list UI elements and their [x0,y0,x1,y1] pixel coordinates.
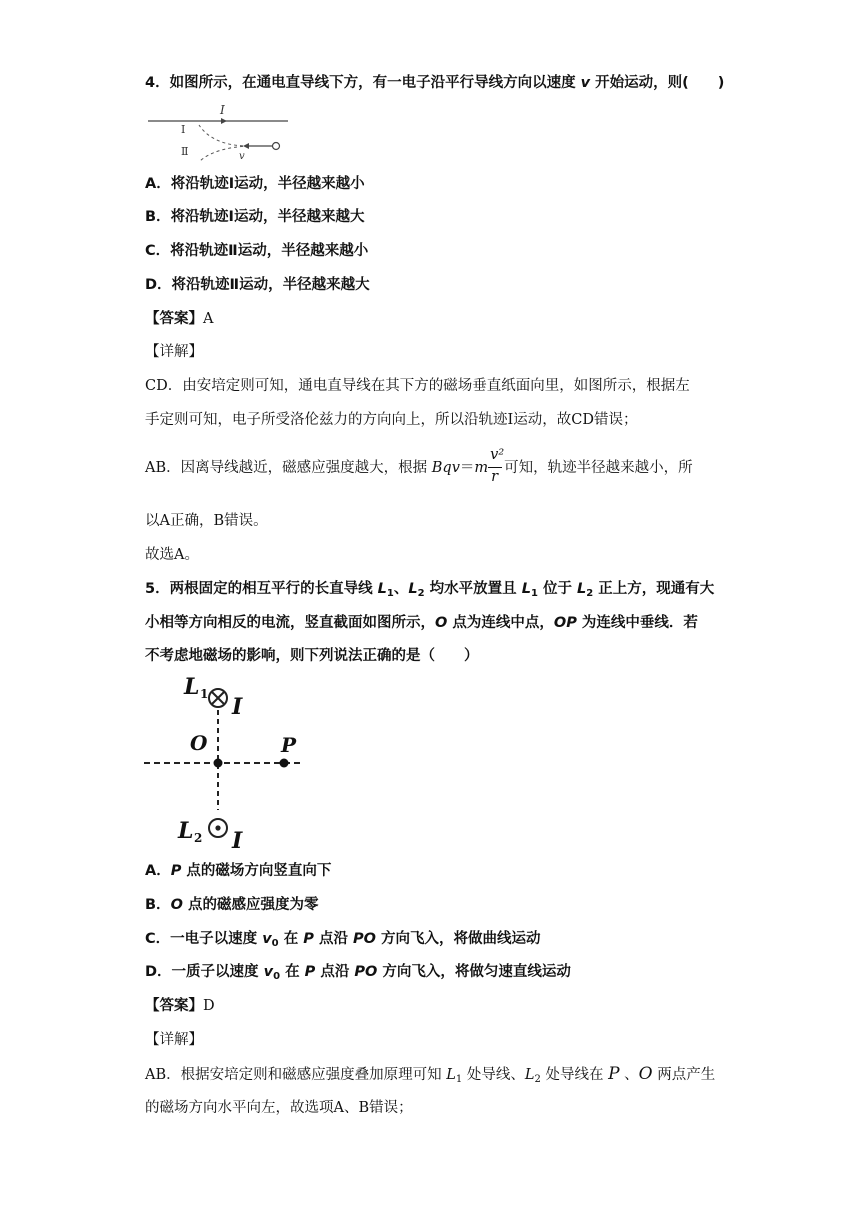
q4-conclusion: 故选A。 [145,547,199,563]
q5-point-o [214,759,223,768]
q5-option-a: A．P 点的磁场方向竖直向下 [145,863,332,879]
q4-answer: 【答案】A [145,311,214,327]
q4-option-a: A．将沿轨迹Ⅰ运动，半径越来越小 [145,176,365,192]
q4-option-c: C．将沿轨迹Ⅱ运动，半径越来越小 [145,243,369,259]
q4-fig-track1-label: Ⅰ [181,123,186,136]
q4-electron [273,143,280,150]
q4-number: 4 [145,75,156,91]
q5-fig-l1-letter: L [184,674,200,700]
q4-fig-current-label: I [220,103,225,117]
q4-track1-path [199,125,249,146]
q5-detail-label: 【详解】 [145,1032,203,1048]
q4-formula-fraction: $\frac{\text{v²}}{r}$ [490,447,505,485]
q5-explain-ab-1: AB．根据安培定则和磁感应强度叠加原理可知 $L_1$ 处导线、$L_2$ 处导线在 P 、O 两点产生 [145,1064,716,1085]
q5-figure [140,668,315,858]
q4-detail-label: 【详解】 [145,344,203,360]
q4-option-d: D．将沿轨迹Ⅱ运动，半径越来越大 [145,277,370,293]
q5-option-d: D．一质子以速度 $v_0$ 在 P 点沿 PO 方向飞入，将做匀速直线运动 [145,964,571,982]
q5-fig-i2: I [232,828,243,854]
q4-option-b: B．将沿轨迹Ⅰ运动，半径越来越大 [145,209,365,225]
q4-explain-cd-1: CD．由安培定则可知，通电直导线在其下方的磁场垂直纸面向里，如图所示，根据左 [145,378,690,394]
q4-explain-ab-2: 以A正确，B错误。 [145,513,268,529]
q5-explain-ab-2: 的磁场方向水平向左，故选项A、B错误； [145,1100,413,1116]
q5-fig-l2-letter: L [178,818,194,844]
q4-explain-cd-2: 手定则可知，电子所受洛伦兹力的方向向上，所以沿轨迹Ⅰ运动，故CD错误； [145,412,638,428]
q4-fig-track2-label: Ⅱ [181,145,189,158]
q4-stem: 4．如图所示，在通电直导线下方，有一电子沿平行导线方向以速度 v 开始运动，则( ) [145,75,725,91]
q5-answer: 【答案】D [145,998,215,1014]
q5-fig-l2-sub: 2 [194,831,203,845]
q4-explain-ab-1: AB．因离导线越近，磁感应强度越大，根据 Bqv＝m $\frac{\text{v²}}{r}$ 可知，轨迹半径越来越小，所 [145,448,693,488]
q5-fig-i1: I [232,694,243,720]
q5-fig-p: P [281,733,297,757]
q5-fig-l1-sub: 1 [200,687,209,701]
q5-number: 5 [145,581,156,597]
q5-stem-2: 小相等方向相反的电流，竖直截面如图所示，O 点为连线中点，OP 为连线中垂线．若 [145,615,698,631]
q5-option-c: C．一电子以速度 $v_0$ 在 P 点沿 PO 方向飞入，将做曲线运动 [145,931,541,949]
q4-figure [145,100,295,164]
q4-fig-velocity-label: v [239,151,245,162]
q5-stem-3: 不考虑地磁场的影响，则下列说法正确的是（ ） [145,648,479,664]
q5-option-b: B．O 点的磁感应强度为零 [145,897,319,913]
q5-point-p [280,759,289,768]
q5-stem-1: 5．两根固定的相互平行的长直导线 $L_1$、$L_2$ 均水平放置且 $L_1$ 位于 $L_2$ 正上方，现通有大 [145,581,715,599]
q5-fig-o: O [190,731,208,755]
